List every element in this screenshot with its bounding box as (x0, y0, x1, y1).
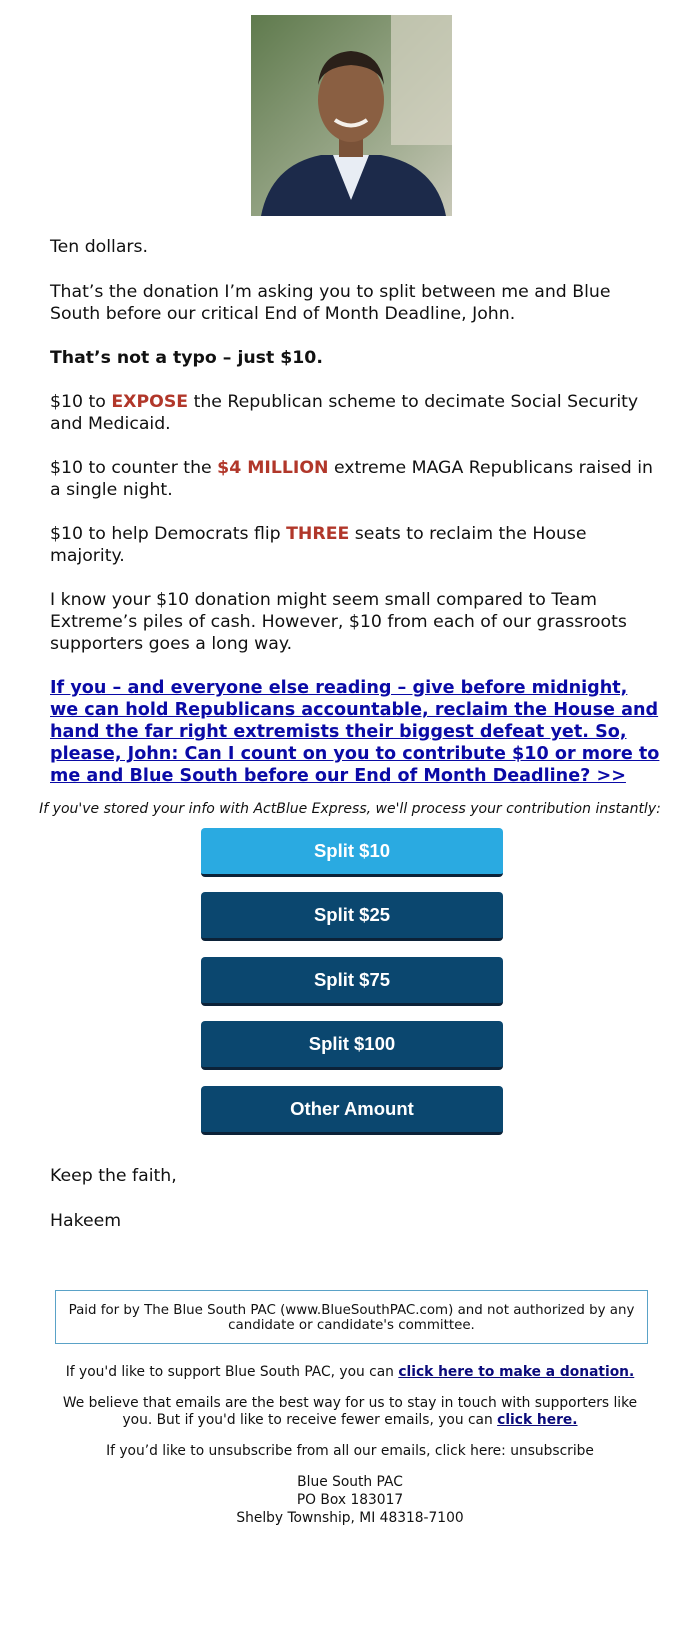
other-amount-button[interactable]: Other Amount (201, 1086, 503, 1135)
email-body (50, 236, 660, 809)
candidate-photo (251, 15, 452, 216)
paragraph-not-typo (50, 347, 660, 369)
split-100-button[interactable]: Split $100 (201, 1021, 503, 1070)
paragraph-counter (50, 457, 660, 501)
paragraph-grassroots: I know your $10 donation might seem small compared to Team Extreme’s piles of cash. However, $10 from each of our grassroots supporters goes a long way. (50, 590, 627, 654)
split-25-button[interactable]: Split $25 (201, 892, 503, 941)
fewer-emails-line (50, 1395, 650, 1429)
address-city: Shelby Township, MI 48318-7100 (236, 1510, 464, 1526)
support-line (50, 1364, 650, 1381)
address-po-box: PO Box 183017 (296, 1492, 404, 1508)
split-75-button[interactable]: Split $75 (201, 957, 503, 1006)
text-segment: If you'd like to support Blue South PAC, you can (65, 1364, 399, 1380)
split-10-button[interactable]: Split $10 (201, 828, 503, 877)
paragraph-ask: That’s the donation I’m asking you to split between me and Blue South before our critical End of Month Deadline, John. (50, 282, 611, 324)
text-segment: $10 to help Democrats flip (50, 524, 287, 544)
paragraph-flip (50, 523, 660, 567)
address-name: Blue South PAC (297, 1474, 403, 1490)
text-segment: extreme MAGA Republicans raised in a single night. (50, 458, 654, 500)
actblue-express-note: If you've stored your info with ActBlue Express, we'll process your contribution instantly: (39, 801, 661, 817)
text-segment: $10 to counter the (50, 458, 218, 478)
text-segment: We believe that emails are the best way for us to stay in touch with supporters like you. But if you'd like to receive fewer emails, you can (62, 1395, 638, 1428)
cta-donate-link[interactable]: If you – and everyone else reading – give before midnight, we can hold Republicans accountable, reclaim the House and hand the far right extremists their biggest defeat yet. So, please, John: Can I count on you to contribute $10 or more to me and Blue South before our End of Month Deadline? >> (50, 678, 660, 786)
signature-name: Hakeem (50, 1211, 122, 1231)
portrait-illustration (251, 15, 452, 216)
emphasis-million: $4 MILLION (217, 458, 329, 478)
paragraph-cta (50, 677, 660, 787)
emphasis-expose: EXPOSE (111, 392, 189, 412)
emphasis-three: THREE (286, 524, 350, 544)
signoff-line: Keep the faith, (50, 1166, 177, 1186)
text-segment: seats to reclaim the House majority. (50, 524, 587, 566)
paragraph-expose (50, 391, 660, 435)
bold-text: That’s not a typo – just $10. (50, 348, 323, 368)
text-segment: $10 to (50, 392, 112, 412)
paid-for-disclaimer: Paid for by The Blue South PAC (www.BlueSouthPAC.com) and not authorized by any candidate or candidate's committee. (55, 1290, 648, 1344)
paragraph-intro: Ten dollars. (50, 237, 149, 257)
unsubscribe-line[interactable]: If you’d like to unsubscribe from all our emails, click here: unsubscribe (106, 1443, 594, 1459)
donation-link[interactable]: click here to make a donation. (398, 1364, 635, 1380)
text-segment: the Republican scheme to decimate Social Security and Medicaid. (50, 392, 639, 434)
fewer-emails-link[interactable]: click here. (497, 1412, 578, 1428)
